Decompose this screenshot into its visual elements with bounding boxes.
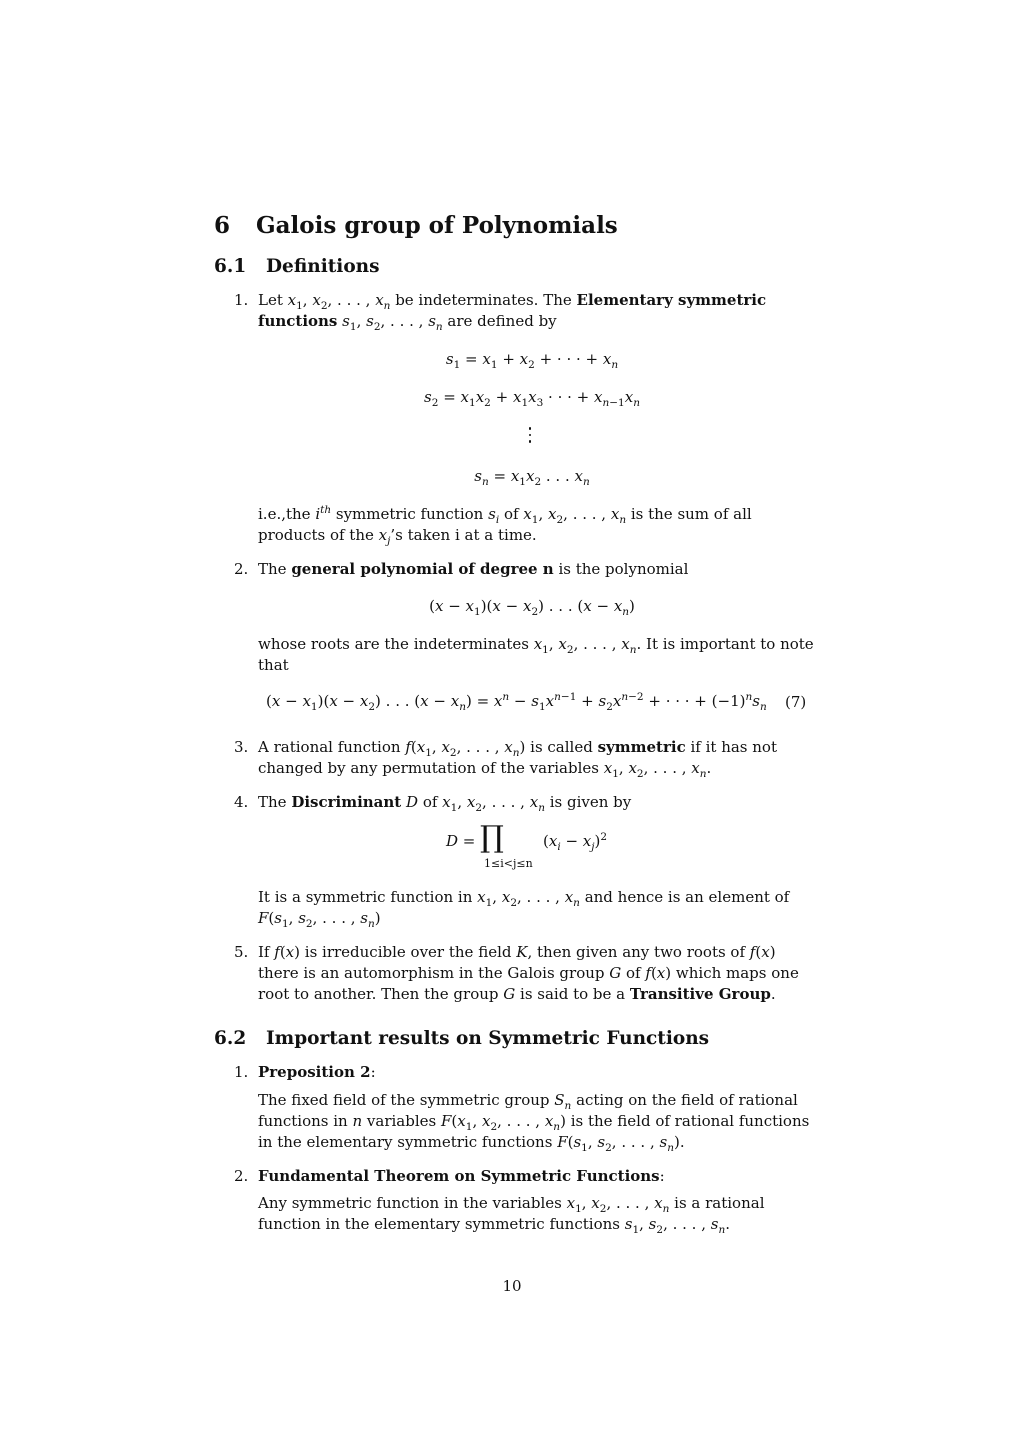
def4-after-line1: It is a symmetric function in $x_1$, $x_2$, . . . , $x_n$ and hence is an element of (258, 888, 790, 909)
list-item-number: 2. (234, 1167, 249, 1185)
def2-after-line2: that (258, 656, 289, 674)
equation-general-polynomial: $(x - x_1)(x - x_2)$ . . . $(x - x_n)$ (429, 597, 635, 618)
def3-line2: changed by any permutation of the variables $x_1$, $x_2$, . . . , $x_n$. (258, 759, 712, 780)
subsection-number: 6.2 (214, 1028, 247, 1049)
subsection-heading-definitions (214, 256, 380, 277)
list-item-number: 3. (234, 738, 249, 756)
def4-line1: The Discriminant D of $x_1$, $x_2$, . . . , $x_n$ is given by (258, 793, 632, 814)
product-symbol: ∏ (480, 820, 504, 855)
result2-heading: Fundamental Theorem on Symmetric Functions: (258, 1167, 665, 1185)
result1-line2: functions in n variables $F(x_1$, $x_2$, . . . , $x_n$) is the field of rational functions (258, 1112, 810, 1133)
subsection-heading-results (214, 1028, 709, 1049)
def2-line1: The general polynomial of degree n is the polynomial (258, 560, 689, 578)
equation-sn: $s_n = x_1x_2$ . . . $x_n$ (474, 467, 590, 488)
section-heading (214, 212, 618, 239)
def1-after-line1: i.e.,the $i^{th}$ symmetric function $s_i$ of $x_1$, $x_2$, . . . , $x_n$ is the sum of all (258, 504, 752, 526)
subsection-title: Definitions (266, 256, 380, 277)
def4-after-line2: $F(s_1$, $s_2$, . . . , $s_n$) (258, 909, 381, 930)
def3-line1: A rational function $f(x_1$, $x_2$, . . . , $x_n$) is called symmetric if it has not (258, 738, 777, 759)
equation-discriminant-lhs: D = (446, 832, 476, 850)
term-elementary-symmetric: Elementary symmetric (576, 291, 767, 309)
page-number: 10 (502, 1277, 522, 1295)
term-general-polynomial: general polynomial of degree n (291, 560, 554, 578)
section-title: Galois group of Polynomials (256, 212, 618, 239)
result1-line1: The fixed field of the symmetric group $S_n$ acting on the field of rational (258, 1091, 798, 1112)
def2-after-line1: whose roots are the indeterminates $x_1$, $x_2$, . . . , $x_n$. It is important to note (258, 635, 814, 656)
result2-line2: function in the elementary symmetric functions $s_1$, $s_2$, . . . , $s_n$. (258, 1215, 730, 1236)
result1-heading: Preposition 2: (258, 1063, 376, 1081)
result2-line1: Any symmetric function in the variables $x_1$, $x_2$, . . . , $x_n$ is a rational (258, 1194, 765, 1215)
list-item-number: 1. (234, 1063, 249, 1081)
equation-s2: $s_2 = x_1x_2 + x_1x_3$ · · · + $x_{n-1}x_n$ (424, 388, 640, 409)
equation-number: (7) (785, 693, 807, 711)
term-symmetric: symmetric (597, 738, 686, 756)
def1-after-line2: products of the $x_j’s$ taken i at a time. (258, 526, 537, 547)
subsection-number: 6.1 (214, 256, 247, 277)
def5-line2: there is an automorphism in the Galois group G of f(x) which maps one (258, 964, 799, 982)
product-limits: 1≤i<j≤n (484, 857, 533, 870)
result1-line3: in the elementary symmetric functions $F(s_1$, $s_2$, . . . , $s_n$). (258, 1133, 685, 1154)
def5-line3: root to another. Then the group G is said to be a Transitive Group. (258, 985, 776, 1003)
list-item-number: 5. (234, 943, 249, 961)
def1-line1: Let $x_1$, $x_2$, . . . , $x_n$ be indeterminates. The Elementary symmetric (258, 291, 767, 312)
section-number: 6 (214, 212, 231, 239)
term-discriminant: Discriminant (291, 793, 402, 811)
list-item-number: 4. (234, 793, 249, 811)
equation-7: $(x - x_1)(x - x_2)$ . . . $(x - x_n) = x^n - s_1x^{n-1} + s_2x^{n-2}$ + · · · + $(-1)^ns_n$ (266, 691, 767, 713)
list-item-number: 1. (234, 291, 249, 309)
term-transitive-group: Transitive Group (629, 985, 771, 1003)
subsection-title: Important results on Symmetric Functions (266, 1028, 710, 1049)
equation-discriminant-rhs: $(x_i - x_j)^2$ (543, 831, 608, 853)
vertical-dots (526, 423, 534, 443)
def5-line1: If f(x) is irreducible over the field K, then given any two roots of f(x) (258, 943, 776, 961)
def1-line2: functions $s_1$, $s_2$, . . . , $s_n$ are defined by (258, 312, 557, 333)
equation-s1: $s_1 = x_1 + x_2$ + · · · + $x_n$ (445, 350, 619, 371)
list-item-number: 2. (234, 560, 249, 578)
